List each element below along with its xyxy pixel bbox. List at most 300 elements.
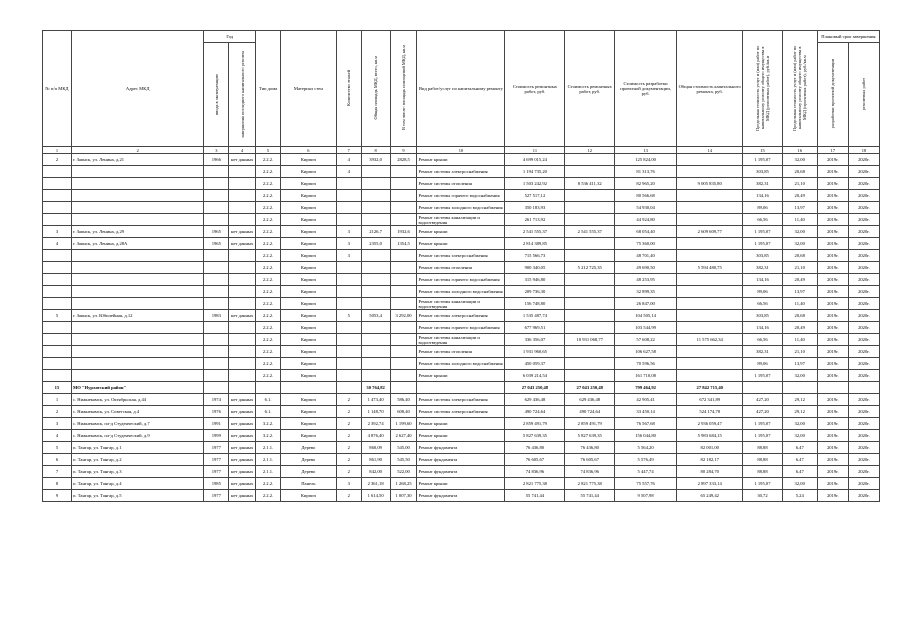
wall-material-cell: Кирпич (280, 310, 336, 322)
year-commission-cell (204, 178, 229, 190)
limit-cost-1-cell: 66,56 (743, 214, 782, 226)
total-area-cell (361, 262, 390, 274)
work-type-cell: Ремонт системы электроснабжения (417, 310, 505, 322)
cost-design-cell: 54 930,04 (615, 202, 677, 214)
deadline-works-cell (848, 382, 879, 394)
wall-material-cell: Кирпич (280, 166, 336, 178)
floors-cell: 2 (336, 394, 361, 406)
floors-cell: 3 (336, 238, 361, 250)
limit-cost-2-cell: 20,49 (782, 274, 817, 286)
cost-works-total-cell: 10 931 068,77 (565, 334, 615, 346)
deadline-design-cell: 2019г. (817, 286, 848, 298)
address-cell: п. Тангар, ул. Тангар, д.5 (71, 490, 203, 502)
deadline-works-cell: 2020г. (848, 346, 879, 358)
cost-works-cell: 490 724,64 (505, 406, 565, 418)
deadline-works-cell: 2020г. (848, 322, 879, 334)
cost-design-cell: 161 710,08 (615, 370, 677, 382)
floors-cell: 4 (336, 154, 361, 166)
address-cell (71, 202, 203, 214)
year-commission-cell (204, 190, 229, 202)
cost-design-cell: 82 965,20 (615, 178, 677, 190)
work-type-cell: Ремонт системы горячего водоснабжения (417, 190, 505, 202)
total-cost-cell: 2 897 333,14 (677, 478, 743, 490)
deadline-works-cell: 2020г. (848, 286, 879, 298)
deadline-design-cell: 2019г. (817, 274, 848, 286)
row-number (43, 346, 72, 358)
cost-works-total-cell (565, 298, 615, 310)
deadline-design-cell (817, 382, 848, 394)
work-type-cell: Ремонт фундамента (417, 454, 505, 466)
total-area-cell: 860,09 (361, 442, 390, 454)
cost-works-cell: 1 931 960,65 (505, 346, 565, 358)
limit-cost-2-cell: 32,00 (782, 238, 817, 250)
table-row (43, 238, 880, 250)
row-number: 9 (43, 490, 72, 502)
house-type-cell: 6.1. (256, 394, 281, 406)
deadline-works-cell: 2020г. (848, 214, 879, 226)
limit-cost-2-cell: 20,49 (782, 322, 817, 334)
address-cell (71, 298, 203, 310)
column-number: 16 (782, 147, 817, 154)
row-number: 2 (43, 406, 72, 418)
cost-works-cell: 677 969,51 (505, 322, 565, 334)
limit-cost-1-cell: 88,88 (743, 442, 782, 454)
deadline-design-cell: 2019г. (817, 250, 848, 262)
wall-material-cell: Кирпич (280, 322, 336, 334)
table-row (43, 202, 880, 214)
cost-design-cell: 103 544,99 (615, 322, 677, 334)
address-cell (71, 262, 203, 274)
house-type-cell (256, 382, 281, 394)
floors-cell (336, 322, 361, 334)
floors-cell (336, 274, 361, 286)
address-cell: МО "Нурлатский район" (71, 382, 203, 394)
table-row (43, 334, 880, 346)
limit-cost-2-cell: 32,00 (782, 154, 817, 166)
work-type-cell (417, 382, 505, 394)
total-area-cell (361, 370, 390, 382)
year-last-repair-cell: нет данных (229, 490, 256, 502)
total-cost-cell: 65 249,42 (677, 490, 743, 502)
column-number-row (43, 147, 880, 154)
year-commission-cell: 1966 (204, 154, 229, 166)
deadline-works-cell: 2020г. (848, 430, 879, 442)
wall-material-cell: Дерево (280, 442, 336, 454)
column-number: 3 (204, 147, 229, 154)
year-commission-cell: 1974 (204, 394, 229, 406)
work-type-cell: Ремонт системы электроснабжения (417, 250, 505, 262)
total-area-cell (361, 286, 390, 298)
total-area-cell (361, 214, 390, 226)
cost-works-cell: 900 340,05 (505, 262, 565, 274)
table-row (43, 346, 880, 358)
cost-works-cell: 715 566,73 (505, 250, 565, 262)
cost-works-total-cell (565, 238, 615, 250)
row-number (43, 178, 72, 190)
limit-cost-1-cell: 1 195,07 (743, 418, 782, 430)
year-commission-cell: 1977 (204, 466, 229, 478)
residential-area-cell (390, 346, 417, 358)
year-commission-cell: 1977 (204, 454, 229, 466)
table-row (43, 442, 880, 454)
year-commission-cell (204, 214, 229, 226)
work-type-cell: Ремонт системы холодного водоснабжения (417, 286, 505, 298)
cost-design-cell: 44 924,80 (615, 214, 677, 226)
header-cost-works: Стоимость ремонтных работ, руб. (505, 31, 565, 147)
floors-cell (336, 178, 361, 190)
residential-area-cell: 1 007,30 (390, 490, 417, 502)
cost-works-total-cell (565, 346, 615, 358)
deadline-design-cell: 2019г. (817, 454, 848, 466)
wall-material-cell: Кирпич (280, 178, 336, 190)
table-row (43, 454, 880, 466)
year-last-repair-cell (229, 358, 256, 370)
limit-cost-1-cell: 66,56 (743, 298, 782, 310)
total-cost-cell: 82 001,00 (677, 442, 743, 454)
cost-works-cell: 527 517,12 (505, 190, 565, 202)
work-type-cell: Ремонт системы электроснабжения (417, 166, 505, 178)
residential-area-cell: 3 292,00 (390, 310, 417, 322)
address-cell (71, 250, 203, 262)
house-type-cell: 2.2.2. (256, 346, 281, 358)
residential-area-cell (390, 250, 417, 262)
limit-cost-1-cell: 382,31 (743, 262, 782, 274)
cost-works-cell: 1 503 242,92 (505, 178, 565, 190)
year-last-repair-cell: нет данных (229, 418, 256, 430)
row-number (43, 322, 72, 334)
deadline-works-cell: 2020г. (848, 334, 879, 346)
year-last-repair-cell (229, 334, 256, 346)
house-type-cell: 2.2.2. (256, 478, 281, 490)
limit-cost-2-cell: 20,68 (782, 166, 817, 178)
row-number: 1 (43, 394, 72, 406)
table-row (43, 286, 880, 298)
limit-cost-1-cell: 382,31 (743, 346, 782, 358)
cost-works-cell: 261 713,92 (505, 214, 565, 226)
year-last-repair-cell (229, 274, 256, 286)
cost-works-cell: 6 039 214,54 (505, 370, 565, 382)
wall-material-cell: Кирпич (280, 274, 336, 286)
cost-works-cell: 2 541 555,37 (505, 226, 565, 238)
cost-works-total-cell (565, 286, 615, 298)
header-year-commission: ввода в эксплуатацию (204, 43, 229, 147)
table-row (43, 382, 880, 394)
total-cost-cell (677, 286, 743, 298)
work-type-cell: Ремонт системы холодного водоснабжения (417, 358, 505, 370)
total-area-cell (361, 166, 390, 178)
header-total-area: Общая площадь МКД, всего, кв.м (361, 31, 390, 147)
total-area-cell: 2 392,74 (361, 418, 390, 430)
floors-cell (336, 334, 361, 346)
house-type-cell: 2.2.2. (256, 298, 281, 310)
cost-works-cell: 350 183,93 (505, 202, 565, 214)
address-cell: с. Нижнекамск, ул. Октябрьская, д.44 (71, 394, 203, 406)
limit-cost-1-cell: 303,85 (743, 250, 782, 262)
cost-works-total-cell: 55 741,44 (565, 490, 615, 502)
wall-material-cell: Кирпич (280, 214, 336, 226)
limit-cost-2-cell: 20,49 (782, 190, 817, 202)
header-deadline: Плановый срок завершения (817, 31, 879, 43)
cost-design-cell: 70 596,56 (615, 358, 677, 370)
total-area-cell (361, 250, 390, 262)
cost-design-cell: 9 507,98 (615, 490, 677, 502)
address-cell (71, 274, 203, 286)
deadline-design-cell: 2019г. (817, 190, 848, 202)
year-last-repair-cell (229, 298, 256, 310)
table-row (43, 310, 880, 322)
header-limit-cost-2: Предельная стоимость услуг и (или) работ по капитальному ремонту общего имущества в МКД (проектных работ), руб./кв.м (782, 31, 817, 147)
total-area-cell: 2355,0 (361, 238, 390, 250)
row-number (43, 262, 72, 274)
row-number (43, 334, 72, 346)
row-number (43, 250, 72, 262)
residential-area-cell: 1354,5 (390, 238, 417, 250)
work-type-cell: Ремонт крыши (417, 370, 505, 382)
row-number: 5 (43, 310, 72, 322)
year-commission-cell (204, 166, 229, 178)
total-area-cell: 5053,4 (361, 310, 390, 322)
cost-design-cell: 156 044,80 (615, 430, 677, 442)
cost-works-cell: 4 699 015,24 (505, 154, 565, 166)
work-type-cell: Ремонт системы отопления (417, 262, 505, 274)
year-last-repair-cell (229, 286, 256, 298)
cost-design-cell: 125 824,00 (615, 154, 677, 166)
limit-cost-1-cell: 303,85 (743, 310, 782, 322)
deadline-works-cell: 2020г. (848, 238, 879, 250)
row-number: 4 (43, 430, 72, 442)
wall-material-cell: Кирпич (280, 226, 336, 238)
cost-works-cell: 55 741,44 (505, 490, 565, 502)
wall-material-cell: Кирпич (280, 154, 336, 166)
limit-cost-2-cell: 6,47 (782, 442, 817, 454)
total-cost-cell: 9 005 835,80 (677, 178, 743, 190)
cost-works-total-cell: 629 436,48 (565, 394, 615, 406)
deadline-design-cell: 2019г. (817, 202, 848, 214)
work-type-cell: Ремонт крыши (417, 154, 505, 166)
cost-works-cell: 336 356,07 (505, 334, 565, 346)
address-cell: г. Заинск, ул. Ленина, д.21 (71, 154, 203, 166)
total-area-cell: 2126,7 (361, 226, 390, 238)
limit-cost-2-cell: 32,00 (782, 478, 817, 490)
residential-area-cell: 1 268,25 (390, 478, 417, 490)
table-row (43, 250, 880, 262)
header-residential-area: В том числе: площадь помещений МКД, кв.м (390, 31, 417, 147)
address-cell (71, 322, 203, 334)
limit-cost-1-cell: 1 195,07 (743, 478, 782, 490)
house-type-cell: 2.2.2. (256, 370, 281, 382)
deadline-design-cell: 2019г. (817, 238, 848, 250)
total-area-cell (361, 346, 390, 358)
cost-works-total-cell: 2 821 775,38 (565, 478, 615, 490)
cost-design-cell: 48 701,40 (615, 250, 677, 262)
column-number: 6 (280, 147, 336, 154)
wall-material-cell: Панель (280, 478, 336, 490)
table-row (43, 322, 880, 334)
year-last-repair-cell: нет данных (229, 454, 256, 466)
work-type-cell: Ремонт системы отопления (417, 346, 505, 358)
cost-design-cell: 5 447,74 (615, 466, 677, 478)
year-commission-cell (204, 262, 229, 274)
deadline-design-cell: 2019г. (817, 490, 848, 502)
total-area-cell: 861,90 (361, 454, 390, 466)
total-area-cell: 4 876,40 (361, 430, 390, 442)
residential-area-cell: 2 627,40 (390, 430, 417, 442)
year-last-repair-cell: нет данных (229, 310, 256, 322)
column-number: 9 (390, 147, 417, 154)
floors-cell: 2 (336, 442, 361, 454)
limit-cost-2-cell: 29,12 (782, 406, 817, 418)
wall-material-cell: Кирпич (280, 202, 336, 214)
floors-cell (336, 298, 361, 310)
limit-cost-1-cell: 89,06 (743, 358, 782, 370)
wall-material-cell: Кирпич (280, 394, 336, 406)
wall-material-cell: Кирпич (280, 262, 336, 274)
column-number: 11 (505, 147, 565, 154)
residential-area-cell: 1 199,60 (390, 418, 417, 430)
year-last-repair-cell (229, 190, 256, 202)
year-last-repair-cell: нет данных (229, 430, 256, 442)
address-cell (71, 370, 203, 382)
floors-cell (336, 202, 361, 214)
cost-works-total-cell (565, 370, 615, 382)
deadline-works-cell: 2020г. (848, 274, 879, 286)
year-commission-cell (204, 274, 229, 286)
table-row (43, 154, 880, 166)
house-type-cell: 2.2.2. (256, 286, 281, 298)
year-commission-cell (204, 382, 229, 394)
cost-design-cell: 57 608,22 (615, 334, 677, 346)
total-cost-cell: 27 842 715,40 (677, 382, 743, 394)
header-num: № п/п МКД (43, 31, 72, 147)
total-cost-cell: 2 609 609,77 (677, 226, 743, 238)
capital-repair-table (42, 30, 880, 502)
deadline-design-cell: 2019г. (817, 262, 848, 274)
cost-works-total-cell (565, 358, 615, 370)
deadline-works-cell: 2020г. (848, 406, 879, 418)
cost-design-cell: 80 566,68 (615, 190, 677, 202)
address-cell (71, 334, 203, 346)
address-cell: с. Нижнекамск, ул. Советская, д.4 (71, 406, 203, 418)
row-number: 3 (43, 226, 72, 238)
limit-cost-1-cell: 134,16 (743, 274, 782, 286)
house-type-cell: 2.2.2. (256, 274, 281, 286)
cost-design-cell: 49 690,50 (615, 262, 677, 274)
address-cell: п. Тангар, ул. Тангар, д.4 (71, 478, 203, 490)
residential-area-cell (390, 274, 417, 286)
row-number (43, 214, 72, 226)
deadline-design-cell: 2019г. (817, 310, 848, 322)
cost-works-cell: 76 436,80 (505, 442, 565, 454)
year-commission-cell (204, 334, 229, 346)
address-cell: г. Заинск, ул. Ленина, д.29 (71, 226, 203, 238)
deadline-design-cell: 2019г. (817, 334, 848, 346)
year-last-repair-cell (229, 166, 256, 178)
house-type-cell: 3.2.2. (256, 430, 281, 442)
deadline-works-cell: 2020г. (848, 466, 879, 478)
cost-works-cell: 27 043 250,48 (505, 382, 565, 394)
house-type-cell: 2.2.2. (256, 358, 281, 370)
floors-cell (336, 382, 361, 394)
total-cost-cell (677, 238, 743, 250)
column-number: 15 (743, 147, 782, 154)
limit-cost-1-cell: 382,31 (743, 178, 782, 190)
column-number: 5 (256, 147, 281, 154)
house-type-cell: 2.2.2. (256, 322, 281, 334)
work-type-cell: Ремонт системы электроснабжения (417, 406, 505, 418)
header-cost-design: Стоимость разработки проектной документации, руб. (615, 31, 677, 147)
year-commission-cell: 1977 (204, 442, 229, 454)
residential-area-cell (390, 322, 417, 334)
address-cell: с. Нижнекамск, пл-д Студенческий, д.9 (71, 430, 203, 442)
limit-cost-1-cell: 88,88 (743, 454, 782, 466)
cost-works-total-cell: 5 827 639,35 (565, 430, 615, 442)
wall-material-cell (280, 382, 336, 394)
work-type-cell: Ремонт крыши (417, 238, 505, 250)
address-cell (71, 286, 203, 298)
limit-cost-1-cell: 66,56 (743, 334, 782, 346)
total-area-cell: 30 764,82 (361, 382, 390, 394)
cost-works-cell: 1 535 487,74 (505, 310, 565, 322)
limit-cost-1-cell: 427,20 (743, 394, 782, 406)
year-last-repair-cell: нет данных (229, 154, 256, 166)
table-row (43, 274, 880, 286)
header-limit-cost-1: Предельная стоимость услуг и (или) работ по капитальному ремонту общего имущества в МКД (ремонтных работ), руб./кв.м (743, 31, 782, 147)
limit-cost-2-cell (782, 382, 817, 394)
cost-works-cell: 2 859 491,79 (505, 418, 565, 430)
limit-cost-2-cell: 6,47 (782, 466, 817, 478)
work-type-cell: Ремонт системы горячего водоснабжения (417, 274, 505, 286)
wall-material-cell: Кирпич (280, 286, 336, 298)
wall-material-cell: Кирпич (280, 334, 336, 346)
address-cell (71, 190, 203, 202)
column-number: 10 (417, 147, 505, 154)
limit-cost-2-cell: 11,40 (782, 298, 817, 310)
cost-works-total-cell: 27 043 250,48 (565, 382, 615, 394)
deadline-design-cell: 2019г. (817, 406, 848, 418)
year-last-repair-cell: нет данных (229, 226, 256, 238)
address-cell: г. Заинск, ул. Юбилейная, д.12 (71, 310, 203, 322)
year-last-repair-cell: нет данных (229, 406, 256, 418)
house-type-cell: 2.2.2. (256, 310, 281, 322)
house-type-cell: 2.2.2. (256, 238, 281, 250)
cost-works-total-cell: 5 212 725,35 (565, 262, 615, 274)
row-number (43, 202, 72, 214)
total-cost-cell (677, 190, 743, 202)
cost-works-cell: 76 605,67 (505, 454, 565, 466)
year-last-repair-cell: нет данных (229, 394, 256, 406)
row-number (43, 298, 72, 310)
house-type-cell: 3.2.2. (256, 418, 281, 430)
limit-cost-1-cell: 89,06 (743, 286, 782, 298)
limit-cost-1-cell: 1 195,07 (743, 370, 782, 382)
deadline-design-cell: 2019г. (817, 418, 848, 430)
column-number: 8 (361, 147, 390, 154)
cost-works-total-cell (565, 166, 615, 178)
house-type-cell: 2.1.1. (256, 442, 281, 454)
wall-material-cell: Кирпич (280, 346, 336, 358)
residential-area-cell: 586,40 (390, 394, 417, 406)
limit-cost-2-cell: 13,97 (782, 358, 817, 370)
limit-cost-1-cell: 134,16 (743, 190, 782, 202)
house-type-cell: 2.2.2. (256, 490, 281, 502)
cost-works-cell: 450 059,37 (505, 358, 565, 370)
deadline-works-cell: 2020г. (848, 154, 879, 166)
cost-works-cell: 156 748,80 (505, 298, 565, 310)
deadline-works-cell: 2020г. (848, 394, 879, 406)
work-type-cell: Ремонт системы канализации и водоотведения (417, 334, 505, 346)
limit-cost-2-cell: 11,40 (782, 334, 817, 346)
address-cell: с. Нижнекамск, пл-д Студенческий, д.7 (71, 418, 203, 430)
